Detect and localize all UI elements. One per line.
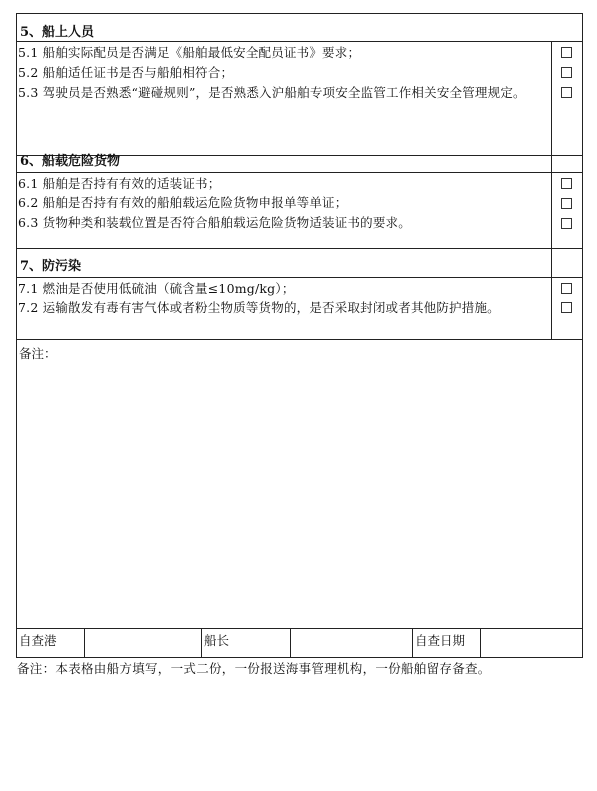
section-7-title: 7、防污染 (20, 259, 82, 274)
port-field[interactable] (85, 628, 202, 657)
captain-label: 船长 (202, 628, 291, 657)
section-5-header (16, 13, 583, 42)
captain-field[interactable] (291, 628, 413, 657)
item-5-3: 5.3 驾驶员是否熟悉“避碰规则”，是否熟悉入沪船舶专项安全监管工作相关安全管理规定。 (18, 85, 526, 100)
item-7-1: 7.1 燃油是否使用低硫油（硫含量≤10mg/kg）； (18, 281, 295, 296)
section-7-header-check-column (551, 249, 582, 277)
section-7-header (16, 249, 583, 278)
item-7-2: 7.2 运输散发有毒有害气体或者粉尘物质等货物的，是否采取封闭或者其他防护措施。 (18, 300, 500, 315)
checkbox-5-1[interactable] (561, 47, 572, 58)
checkbox-7-2[interactable] (561, 302, 572, 313)
section-5-check-column (551, 42, 582, 155)
section-6-header (16, 143, 583, 173)
form-footnote: 备注：本表格由船方填写，一式二份，一份报送海事管理机构，一份船舶留存备查。 (17, 661, 491, 676)
section-5-title: 5、船上人员 (20, 25, 95, 40)
item-5-2: 5.2 船舶适任证书是否与船舶相符合； (18, 65, 234, 80)
signature-row (16, 628, 583, 658)
checkbox-6-1[interactable] (561, 178, 572, 189)
checkbox-6-2[interactable] (561, 198, 572, 209)
section-7-check-column (551, 278, 582, 339)
section-5-body (16, 42, 583, 156)
checkbox-6-3[interactable] (561, 218, 572, 229)
date-label: 自查日期 (413, 628, 481, 657)
checkbox-5-2[interactable] (561, 67, 572, 78)
remarks-area[interactable] (16, 340, 583, 629)
section-6-check-column (551, 173, 582, 248)
section-6-title: 6、船载危险货物 (20, 154, 121, 169)
item-6-2: 6.2 船舶是否持有有效的船舶载运危险货物申报单等单证； (18, 195, 348, 210)
checkbox-5-3[interactable] (561, 87, 572, 98)
item-6-1: 6.1 船舶是否持有有效的适装证书； (18, 176, 221, 191)
section-7-body (16, 278, 583, 340)
checkbox-7-1[interactable] (561, 283, 572, 294)
section-6-body (16, 173, 583, 249)
item-5-1: 5.1 船舶实际配员是否满足《船舶最低安全配员证书》要求； (18, 45, 361, 60)
port-label: 自查港 (17, 628, 85, 657)
date-field[interactable] (481, 628, 584, 657)
item-6-3: 6.3 货物种类和装载位置是否符合船舶载运危险货物适装证书的要求。 (18, 215, 411, 230)
remarks-label: 备注： (19, 346, 57, 361)
section-6-header-check-column (551, 143, 582, 172)
